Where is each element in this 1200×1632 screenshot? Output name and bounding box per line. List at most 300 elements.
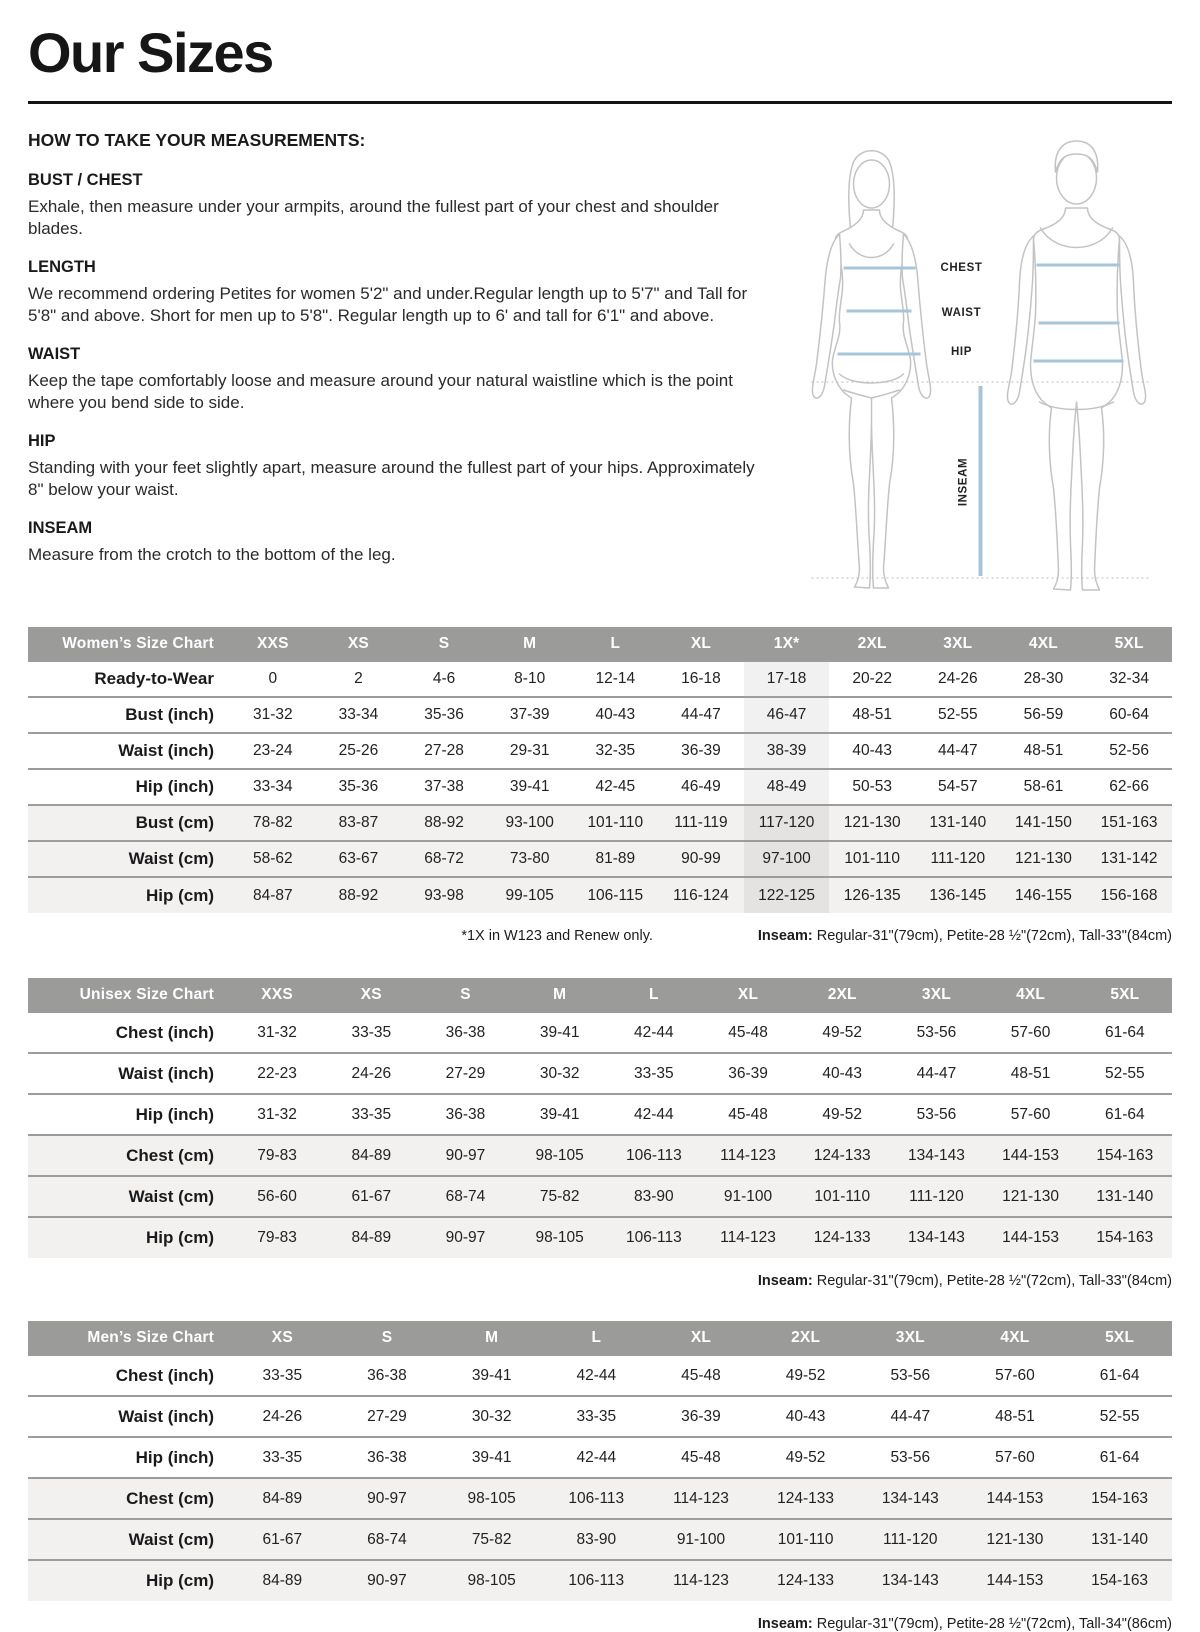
size-value-cell: 91-100 [676, 1530, 726, 1548]
size-value-cell: 60-64 [1109, 706, 1149, 723]
size-value-cell: 75-82 [539, 1187, 580, 1205]
size-value-cell: 33-34 [338, 706, 379, 723]
womens-size-chart [28, 627, 1172, 944]
size-value-cell: 61-67 [351, 1187, 392, 1205]
footnote-inseam-note: Inseam: Regular-31"(79cm), Petite-28 ½"(72cm), Tall-33"(84cm) [757, 928, 1172, 944]
measurement-figures-illustration [790, 132, 1172, 602]
size-value-cell: 32-34 [1109, 670, 1149, 687]
size-column-header: M [439, 1321, 544, 1355]
section-hip [28, 432, 780, 501]
section-body: Standing with your feet slightly apart, measure around the fullest part of your hips. Approximately 8" below your waist. [28, 458, 755, 499]
table-row [28, 1437, 1172, 1478]
size-value-cell: 63-67 [338, 850, 379, 867]
mens-size-chart [28, 1321, 1172, 1632]
row-label: Chest (inch) [115, 1022, 214, 1042]
row-label: Bust (cm) [135, 813, 214, 832]
section-bust-chest [28, 171, 780, 240]
table-header-row [28, 978, 1172, 1012]
size-value-cell: 16-18 [681, 670, 721, 687]
size-value-cell: 49-52 [785, 1366, 826, 1384]
size-value-cell: 101-110 [587, 814, 644, 831]
size-value-cell: 111-120 [930, 850, 986, 867]
size-value-cell: 56-59 [1023, 706, 1064, 723]
size-value-cell: 57-60 [995, 1366, 1035, 1384]
size-value-cell: 90-97 [367, 1489, 407, 1507]
size-value-cell: 126-135 [843, 886, 901, 904]
size-value-cell: 45-48 [681, 1366, 721, 1384]
page-title: Our Sizes [28, 21, 273, 84]
size-column-header: XXS [230, 978, 324, 1012]
title-divider [28, 101, 1172, 104]
size-value-cell: 33-35 [634, 1064, 674, 1082]
section-title: LENGTH [28, 258, 96, 276]
size-value-cell: 83-90 [634, 1187, 674, 1205]
row-label: Waist (cm) [128, 1186, 214, 1206]
size-value-cell: 83-90 [576, 1530, 617, 1548]
size-value-cell: 68-74 [367, 1530, 407, 1548]
size-value-cell: 131-140 [1096, 1187, 1154, 1205]
size-value-cell: 111-119 [674, 814, 728, 831]
size-value-cell: 39-41 [471, 1366, 512, 1384]
size-value-cell: 28-30 [1023, 670, 1064, 687]
size-value-cell: 124-133 [777, 1489, 835, 1507]
size-value-cell: 141-150 [1014, 814, 1072, 831]
size-value-cell: 24-26 [937, 670, 978, 687]
size-value-cell: 35-36 [424, 706, 464, 723]
size-value-cell: 136-145 [929, 886, 987, 904]
size-value-cell: 36-38 [445, 1105, 486, 1123]
size-value-cell: 146-155 [1014, 886, 1072, 904]
table-row [28, 733, 1172, 769]
size-value-cell: 93-98 [424, 886, 464, 904]
size-value-cell: 106-113 [625, 1229, 682, 1246]
size-value-cell: 61-64 [1105, 1105, 1145, 1123]
section-title: WAIST [28, 345, 81, 363]
size-table [28, 1321, 1172, 1601]
size-value-cell: 134-143 [907, 1146, 965, 1164]
size-value-cell: 4-6 [432, 670, 456, 687]
row-label: Hip (cm) [146, 1571, 214, 1590]
size-value-cell: 42-44 [576, 1366, 617, 1384]
size-value-cell: 84-89 [351, 1146, 392, 1164]
table-row [28, 1176, 1172, 1217]
size-value-cell: 45-48 [728, 1105, 768, 1123]
size-value-cell: 12-14 [595, 670, 636, 687]
size-value-cell: 122-125 [744, 877, 830, 913]
size-value-cell: 38-39 [744, 733, 830, 769]
size-value-cell: 53-56 [890, 1448, 931, 1466]
table-row [28, 661, 1172, 697]
size-value-cell: 27-29 [445, 1064, 486, 1082]
size-column-header: XS [324, 978, 418, 1012]
size-value-cell: 61-64 [1105, 1023, 1145, 1041]
size-value-cell: 52-55 [1099, 1407, 1140, 1425]
size-value-cell: 33-34 [252, 778, 293, 795]
size-table [28, 978, 1172, 1258]
row-label: Waist (inch) [118, 1063, 214, 1083]
size-value-cell: 31-32 [252, 706, 293, 723]
table-row [28, 1478, 1172, 1519]
size-value-cell: 33-35 [576, 1407, 617, 1425]
size-value-cell: 101-110 [814, 1187, 871, 1205]
size-value-cell: 98-105 [467, 1572, 516, 1589]
size-value-cell: 32-35 [595, 742, 636, 759]
size-value-cell: 45-48 [728, 1023, 768, 1041]
size-guide-page [0, 20, 1200, 1632]
size-value-cell: 90-97 [367, 1572, 407, 1589]
size-table [28, 627, 1172, 913]
size-value-cell: 57-60 [1010, 1105, 1051, 1123]
table-row [28, 697, 1172, 733]
size-value-cell: 2 [354, 670, 363, 687]
table-row [28, 1560, 1172, 1601]
table-row [28, 1012, 1172, 1053]
size-value-cell: 36-39 [728, 1064, 768, 1082]
size-value-cell: 134-143 [907, 1229, 965, 1246]
size-value-cell: 121-130 [843, 814, 901, 831]
size-value-cell: 49-52 [785, 1448, 826, 1466]
size-value-cell: 46-49 [681, 778, 721, 795]
size-column-header: 1X* [744, 627, 830, 661]
size-column-header: M [513, 978, 607, 1012]
size-value-cell: 58-61 [1023, 778, 1064, 795]
size-value-cell: 52-55 [937, 706, 978, 723]
size-value-cell: 35-36 [338, 778, 379, 795]
measurement-instructions [28, 130, 780, 584]
size-column-header: 2XL [795, 978, 889, 1012]
section-body: We recommend ordering Petites for women 5'2" and under.Regular length up to 5'7" and Tall for 5'8" and above. Short for men up to 5'8". Regular length up to 6' and tall for 6'1" and above. [28, 284, 748, 325]
size-value-cell: 45-48 [681, 1448, 721, 1466]
size-value-cell: 40-43 [822, 1064, 863, 1082]
size-value-cell: 40-43 [785, 1407, 826, 1425]
size-value-cell: 101-110 [844, 850, 901, 867]
size-value-cell: 84-89 [262, 1489, 303, 1507]
section-body: Keep the tape comfortably loose and measure around your natural waistline which is the point where you bend side to side. [28, 371, 733, 412]
size-value-cell: 40-43 [595, 706, 636, 723]
row-label: Hip (inch) [135, 777, 214, 796]
size-column-header: 2XL [753, 1321, 858, 1355]
size-value-cell: 98-105 [467, 1489, 516, 1507]
size-value-cell: 56-60 [257, 1187, 297, 1205]
size-value-cell: 97-100 [744, 841, 830, 877]
size-column-header: 4XL [963, 1321, 1068, 1355]
size-value-cell: 48-51 [995, 1407, 1035, 1425]
size-value-cell: 57-60 [995, 1448, 1035, 1466]
row-label: Waist (inch) [118, 1406, 214, 1426]
size-value-cell: 154-163 [1091, 1489, 1149, 1507]
size-value-cell: 124-133 [813, 1146, 871, 1164]
size-value-cell: 154-163 [1091, 1572, 1149, 1589]
size-value-cell: 24-26 [351, 1064, 392, 1082]
footnote-1x-note: *1X in W123 and Renew only. [461, 928, 653, 944]
row-label: Hip (cm) [146, 885, 214, 905]
size-value-cell: 44-47 [937, 742, 978, 759]
size-value-cell: 111-120 [909, 1187, 964, 1205]
size-value-cell: 114-123 [673, 1489, 729, 1507]
section-length [28, 258, 780, 327]
size-value-cell: 144-153 [1002, 1229, 1060, 1246]
table-row [28, 1053, 1172, 1094]
size-value-cell: 98-105 [535, 1229, 584, 1246]
size-value-cell: 24-26 [262, 1407, 303, 1425]
hip-label: HIP [951, 346, 972, 358]
row-label: Chest (cm) [126, 1145, 214, 1165]
size-value-cell: 106-115 [587, 886, 644, 904]
size-value-cell: 121-130 [1002, 1187, 1060, 1205]
section-title: BUST / CHEST [28, 171, 143, 189]
size-value-cell: 20-22 [852, 670, 893, 687]
size-value-cell: 29-31 [509, 742, 550, 759]
size-value-cell: 98-105 [535, 1146, 584, 1164]
table-row [28, 841, 1172, 877]
size-column-header: 3XL [858, 1321, 963, 1355]
size-value-cell: 33-35 [351, 1023, 392, 1041]
size-value-cell: 106-113 [568, 1572, 625, 1589]
size-value-cell: 90-97 [445, 1146, 486, 1164]
size-value-cell: 58-62 [252, 850, 293, 867]
size-column-header: M [487, 627, 573, 661]
size-value-cell: 39-41 [509, 778, 550, 795]
row-label: Waist (cm) [128, 1529, 214, 1549]
size-value-cell: 48-51 [1010, 1064, 1051, 1082]
size-column-header: 5XL [1067, 1321, 1172, 1355]
size-value-cell: 42-44 [634, 1023, 674, 1041]
size-column-header: 5XL [1086, 627, 1172, 661]
chest-label: CHEST [940, 262, 983, 274]
table-footnote [28, 1616, 1172, 1632]
size-value-cell: 61-64 [1099, 1366, 1140, 1384]
size-value-cell: 36-38 [367, 1366, 407, 1384]
row-label: Chest (cm) [126, 1488, 214, 1508]
size-value-cell: 44-47 [916, 1064, 957, 1082]
row-label: Waist (cm) [128, 849, 214, 868]
waist-label: WAIST [941, 307, 982, 319]
size-value-cell: 116-124 [673, 886, 729, 904]
size-column-header: L [573, 627, 659, 661]
table-row [28, 1519, 1172, 1560]
size-column-header: L [544, 1321, 649, 1355]
size-value-cell: 53-56 [890, 1366, 931, 1384]
size-value-cell: 81-89 [595, 850, 636, 867]
size-value-cell: 75-82 [471, 1530, 512, 1548]
size-value-cell: 50-53 [852, 778, 893, 795]
size-value-cell: 88-92 [424, 814, 464, 831]
size-value-cell: 33-35 [351, 1105, 392, 1123]
table-row [28, 1217, 1172, 1258]
size-value-cell: 42-45 [595, 778, 636, 795]
size-value-cell: 114-123 [673, 1572, 729, 1589]
row-label: Bust (inch) [125, 705, 214, 724]
size-value-cell: 44-47 [890, 1407, 931, 1425]
size-column-header: XS [316, 627, 402, 661]
size-value-cell: 154-163 [1096, 1146, 1154, 1164]
size-value-cell: 131-140 [1091, 1530, 1149, 1548]
size-value-cell: 22-23 [257, 1064, 297, 1082]
table-row [28, 1135, 1172, 1176]
size-value-cell: 156-168 [1100, 886, 1158, 904]
size-column-header: XL [701, 978, 795, 1012]
size-value-cell: 40-43 [852, 742, 893, 759]
row-label: Hip (inch) [135, 1447, 214, 1467]
row-label: Hip (inch) [135, 1104, 214, 1124]
size-value-cell: 79-83 [257, 1146, 297, 1164]
size-column-header: XL [649, 1321, 754, 1355]
footnote-inseam-note: Inseam: Regular-31"(79cm), Petite-28 ½"(72cm), Tall-34"(86cm) [757, 1616, 1172, 1632]
size-value-cell: 0 [268, 670, 278, 687]
size-column-header: 4XL [1001, 627, 1087, 661]
table-title: Unisex Size Chart [28, 978, 230, 1012]
size-value-cell: 54-57 [937, 778, 978, 795]
size-value-cell: 61-67 [262, 1530, 303, 1548]
size-value-cell: 53-56 [916, 1105, 957, 1123]
size-value-cell: 84-87 [252, 886, 293, 904]
size-column-header: 3XL [889, 978, 983, 1012]
table-header-row [28, 1321, 1172, 1355]
size-column-header: L [607, 978, 701, 1012]
size-value-cell: 90-99 [681, 850, 721, 867]
size-column-header: XS [230, 1321, 335, 1355]
size-value-cell: 91-100 [723, 1187, 773, 1205]
size-value-cell: 23-24 [252, 742, 293, 759]
section-waist [28, 345, 780, 414]
row-label: Ready-to-Wear [94, 669, 214, 688]
size-value-cell: 42-44 [634, 1105, 674, 1123]
size-value-cell: 62-66 [1109, 778, 1149, 795]
size-value-cell: 131-140 [929, 814, 987, 831]
size-value-cell: 144-153 [986, 1489, 1044, 1507]
size-value-cell: 93-100 [505, 814, 554, 831]
size-value-cell: 37-39 [509, 706, 550, 723]
size-value-cell: 78-82 [252, 814, 293, 831]
unisex-size-chart [28, 978, 1172, 1289]
size-value-cell: 17-18 [744, 661, 830, 697]
size-value-cell: 134-143 [881, 1489, 939, 1507]
size-value-cell: 52-56 [1109, 742, 1149, 759]
size-value-cell: 121-130 [1014, 850, 1072, 867]
size-value-cell: 57-60 [1010, 1023, 1051, 1041]
size-value-cell: 27-28 [424, 742, 464, 759]
size-value-cell: 8-10 [514, 670, 546, 687]
size-value-cell: 84-89 [262, 1572, 303, 1589]
size-value-cell: 154-163 [1096, 1229, 1154, 1246]
body-measurement-diagram [790, 132, 1172, 607]
size-value-cell: 106-113 [568, 1489, 625, 1507]
size-value-cell: 151-163 [1100, 814, 1158, 831]
size-value-cell: 36-38 [445, 1023, 486, 1041]
size-value-cell: 144-153 [1002, 1146, 1060, 1164]
size-column-header: 4XL [984, 978, 1078, 1012]
inseam-label: INSEAM [957, 457, 970, 507]
size-value-cell: 88-92 [338, 886, 379, 904]
size-value-cell: 30-32 [471, 1407, 512, 1425]
size-value-cell: 49-52 [822, 1023, 863, 1041]
size-value-cell: 68-74 [445, 1187, 486, 1205]
size-column-header: 5XL [1078, 978, 1172, 1012]
size-value-cell: 121-130 [986, 1530, 1044, 1548]
row-label: Waist (inch) [118, 741, 214, 760]
size-value-cell: 31-32 [257, 1105, 297, 1123]
size-value-cell: 144-153 [986, 1572, 1044, 1589]
size-value-cell: 49-52 [822, 1105, 863, 1123]
size-value-cell: 27-29 [367, 1407, 407, 1425]
size-value-cell: 42-44 [576, 1448, 617, 1466]
table-title: Men’s Size Chart [28, 1321, 230, 1355]
size-value-cell: 30-32 [539, 1064, 580, 1082]
size-value-cell: 52-55 [1105, 1064, 1145, 1082]
size-value-cell: 36-39 [681, 1407, 721, 1425]
size-value-cell: 46-47 [744, 697, 830, 733]
footnote-inseam-note: Inseam: Regular-31"(79cm), Petite-28 ½"(72cm), Tall-33"(84cm) [757, 1273, 1172, 1289]
size-value-cell: 61-64 [1099, 1448, 1140, 1466]
size-value-cell: 48-49 [744, 769, 830, 805]
size-value-cell: 48-51 [1023, 742, 1064, 759]
table-footnote [28, 928, 1172, 944]
size-value-cell: 25-26 [338, 742, 379, 759]
size-value-cell: 83-87 [338, 814, 379, 831]
size-value-cell: 53-56 [916, 1023, 957, 1041]
size-value-cell: 124-133 [813, 1229, 871, 1246]
size-value-cell: 36-39 [681, 742, 721, 759]
size-value-cell: 33-35 [262, 1448, 303, 1466]
size-value-cell: 33-35 [262, 1366, 303, 1384]
size-value-cell: 131-142 [1100, 850, 1158, 867]
size-value-cell: 31-32 [257, 1023, 297, 1041]
table-row [28, 1396, 1172, 1437]
table-row [28, 1094, 1172, 1135]
size-column-header: XL [658, 627, 744, 661]
table-row [28, 805, 1172, 841]
table-title: Women’s Size Chart [28, 627, 230, 661]
size-value-cell: 39-41 [471, 1448, 512, 1466]
size-value-cell: 114-123 [720, 1229, 776, 1246]
size-value-cell: 39-41 [539, 1105, 580, 1123]
size-value-cell: 84-89 [351, 1229, 392, 1246]
size-column-header: XXS [230, 627, 316, 661]
size-value-cell: 79-83 [257, 1229, 297, 1246]
instructions-heading: HOW TO TAKE YOUR MEASUREMENTS: [28, 130, 366, 150]
size-column-header: S [335, 1321, 440, 1355]
section-inseam [28, 519, 780, 566]
table-header-row [28, 627, 1172, 661]
size-value-cell: 37-38 [424, 778, 464, 795]
size-column-header: 2XL [829, 627, 915, 661]
size-value-cell: 99-105 [505, 886, 554, 904]
table-row [28, 877, 1172, 913]
row-label: Chest (inch) [115, 1365, 214, 1385]
size-value-cell: 44-47 [681, 706, 721, 723]
size-value-cell: 90-97 [445, 1229, 486, 1246]
size-value-cell: 48-51 [852, 706, 893, 723]
table-row [28, 769, 1172, 805]
size-column-header: S [418, 978, 512, 1012]
size-value-cell: 134-143 [881, 1572, 939, 1589]
size-value-cell: 114-123 [720, 1146, 776, 1164]
table-row [28, 1355, 1172, 1396]
size-column-header: 3XL [915, 627, 1001, 661]
size-value-cell: 117-120 [744, 805, 830, 841]
size-value-cell: 68-72 [424, 850, 464, 867]
table-footnote [28, 1273, 1172, 1289]
section-body: Measure from the crotch to the bottom of the leg. [28, 545, 396, 564]
size-value-cell: 73-80 [509, 850, 550, 867]
section-body: Exhale, then measure under your armpits, around the fullest part of your chest and shoulder blades. [28, 197, 719, 238]
size-value-cell: 124-133 [777, 1572, 835, 1589]
size-value-cell: 36-38 [367, 1448, 407, 1466]
size-value-cell: 39-41 [539, 1023, 580, 1041]
size-value-cell: 111-120 [882, 1530, 938, 1548]
size-value-cell: 106-113 [625, 1146, 682, 1164]
intro-section [28, 130, 1172, 607]
